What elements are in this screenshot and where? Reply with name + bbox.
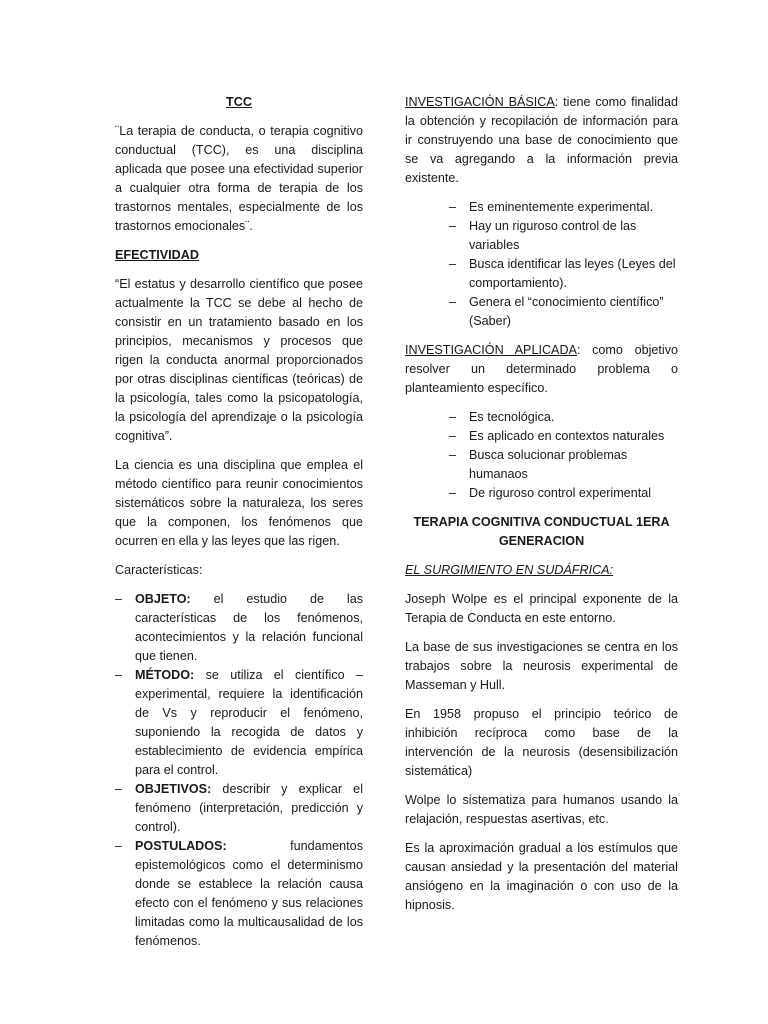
terapia-heading: TERAPIA COGNITIVA CONDUCTUAL 1ERA GENERACION bbox=[413, 515, 670, 548]
ciencia-paragraph: La ciencia es una disciplina que emplea el método científico para reunir conocimientos sistemáticos sobre la naturaleza, los seres que la componen, los fenómenos que ocurren en ella y las leyes que las rigen. bbox=[115, 458, 363, 548]
list-item: – Es tecnológica. bbox=[449, 410, 555, 424]
list-item: – OBJETO: el estudio de las características de los fenómenos, acontecimientos y la relación funcional que tienen. bbox=[115, 592, 363, 663]
body-paragraph: Es la aproximación gradual a los estímulos que causan ansiedad y la presentación del material ansiógeno en la imaginación o con uso de la hipnosis. bbox=[405, 841, 678, 912]
basica-heading: INVESTIGACIÓN BÁSICA bbox=[405, 95, 555, 109]
surgimiento-heading: EL SURGIMIENTO EN SUDÁFRICA: bbox=[405, 563, 614, 577]
list-item: – POSTULADOS: fundamentos epistemológicos como el determinismo donde se establece la relación causa efecto con el fenómeno y sus relaciones limitadas como la multicausalidad de los fenómenos. bbox=[115, 839, 363, 948]
efectividad-quote: “El estatus y desarrollo científico que posee actualmente la TCC se debe al hecho de consistir en un tratamiento basado en los principios, mecanismos y procesos que rigen la conducta anormal proporcionados por otras disciplinas científicas (teóricas) de la psicología, tales como la psicopatología, la psicología del aprendizaje o la psicología cognitiva”. bbox=[115, 277, 363, 443]
caracteristicas-label: Características: bbox=[115, 563, 203, 577]
left-column bbox=[115, 93, 363, 961]
list-item: – De riguroso control experimental bbox=[449, 486, 651, 500]
list-item: – Genera el “conocimiento científico” (Saber) bbox=[449, 295, 664, 328]
body-paragraph: La base de sus investigaciones se centra en los trabajos sobre la neurosis experimental de Masseman y Hull. bbox=[405, 640, 678, 692]
efectividad-heading: EFECTIVIDAD bbox=[115, 248, 199, 262]
tcc-intro: ¨La terapia de conducta, o terapia cognitivo conductual (TCC), es una disciplina aplicada que posee una efectividad superior a cualquier otra forma de terapia de los trastornos mentales, especialmente de los trastornos emocionales¨. bbox=[115, 124, 363, 233]
right-column bbox=[405, 93, 678, 925]
aplicada-heading: INVESTIGACIÓN APLICADA bbox=[405, 343, 577, 357]
list-item: – MÉTODO: se utiliza el científico – experimental, requiere la identificación de Vs y reproducir el fenómeno, suponiendo la recogida de datos y establecimiento de evidencia empírica para el control. bbox=[115, 668, 363, 777]
body-paragraph: Joseph Wolpe es el principal exponente de la Terapia de Conducta en este entorno. bbox=[405, 592, 678, 625]
basica-list bbox=[449, 198, 678, 331]
tcc-title: TCC bbox=[226, 95, 252, 109]
list-item: – Busca solucionar problemas humanaos bbox=[449, 448, 628, 481]
list-item: – Es aplicado en contextos naturales bbox=[449, 429, 665, 443]
list-item: – OBJETIVOS: describir y explicar el fenómeno (interpretación, predicción y control). bbox=[115, 782, 363, 834]
basica-paragraph: INVESTIGACIÓN BÁSICA: tiene como finalidad la obtención y recopilación de información para ir construyendo una base de conocimiento que se va agregando a la información previa existente. bbox=[405, 95, 678, 185]
body-paragraph: En 1958 propuso el principio teórico de inhibición recíproca como base de la intervención de la neurosis (desensibilización sistemática) bbox=[405, 707, 678, 778]
aplicada-paragraph: INVESTIGACIÓN APLICADA: como objetivo resolver un determinado problema o planteamiento específico. bbox=[405, 343, 679, 395]
aplicada-list bbox=[449, 408, 678, 503]
list-item: – Busca identificar las leyes (Leyes del comportamiento). bbox=[449, 257, 676, 290]
caracteristicas-list bbox=[115, 590, 363, 951]
list-item: – Hay un riguroso control de las variables bbox=[449, 219, 637, 252]
body-paragraph: Wolpe lo sistematiza para humanos usando la relajación, respuestas asertivas, etc. bbox=[405, 793, 678, 826]
list-item: – Es eminentemente experimental. bbox=[449, 200, 654, 214]
